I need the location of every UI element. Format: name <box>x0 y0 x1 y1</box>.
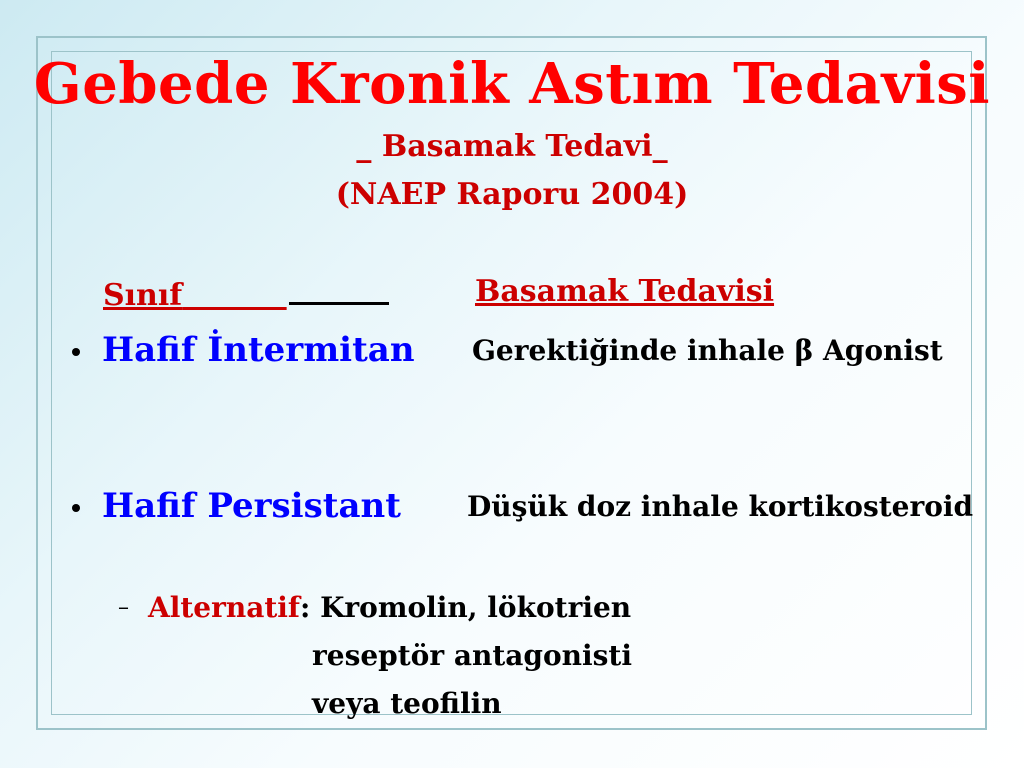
alternative-label: Alternatif <box>148 591 300 624</box>
treatment-text: Düşük doz inhale kortikosteroid <box>467 490 974 523</box>
alternative-text: Kromolin, lökotrien <box>310 591 632 624</box>
class-header-underline-black <box>289 272 389 305</box>
report-reference: (NAEP Raporu 2004) <box>335 177 689 212</box>
column-header-class <box>103 272 389 316</box>
bullet-icon <box>72 504 80 512</box>
bullet-icon <box>72 348 80 356</box>
dash-bullet-icon: – <box>118 595 129 620</box>
slide-subtitle: _ Basamak Tedavi_ <box>356 129 668 164</box>
class-header-label: Sınıf <box>103 278 183 313</box>
class-label: Hafif Persistant <box>102 486 401 526</box>
alternative-continuation: reseptör antagonisti <box>312 639 632 672</box>
alternative-line <box>148 588 631 628</box>
class-header-underline-red <box>182 278 286 313</box>
slide-title: Gebede Kronik Astım Tedavisi <box>33 51 991 117</box>
treatment-text: Gerektiğinde inhale β Agonist <box>472 334 943 367</box>
class-label: Hafif İntermitan <box>102 330 415 370</box>
alternative-colon: : <box>299 591 311 624</box>
column-header-treatment: Basamak Tedavisi <box>475 274 775 309</box>
alternative-continuation: veya teofilin <box>312 687 502 720</box>
